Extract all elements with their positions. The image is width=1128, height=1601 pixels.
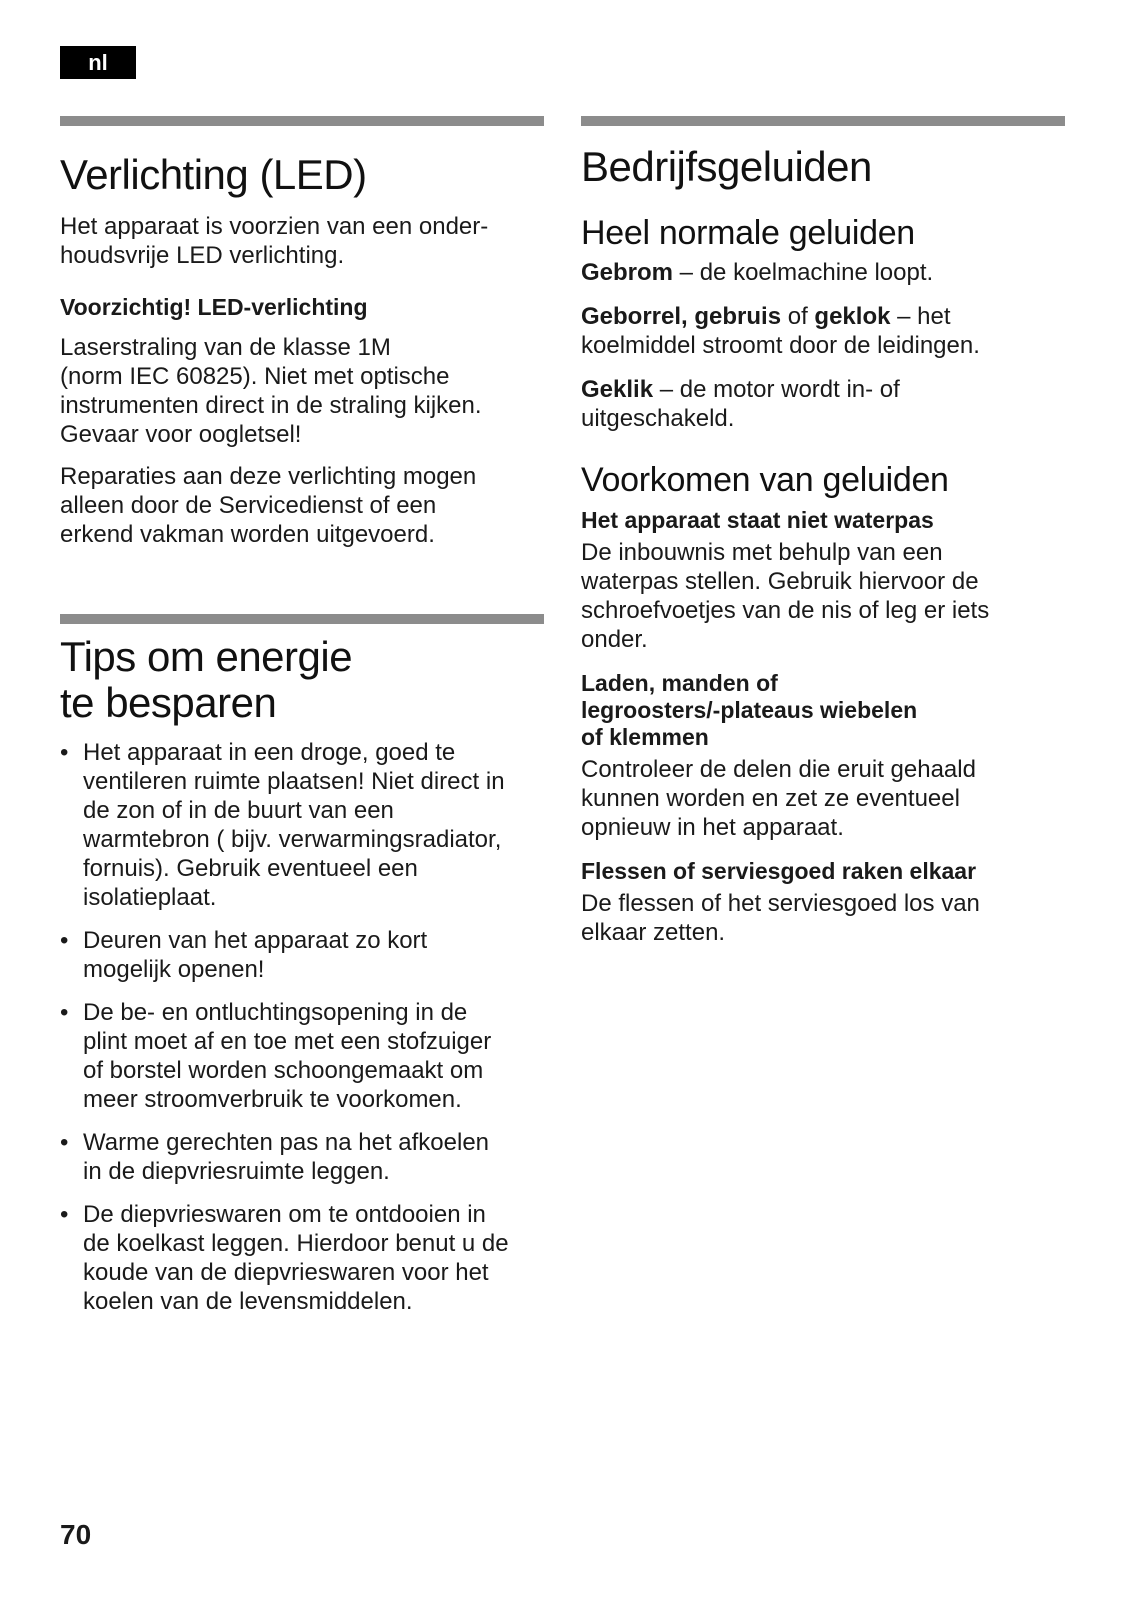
- level-text: [581, 538, 1065, 654]
- title-line: te besparen: [60, 679, 277, 726]
- text-fragment: – de motor wordt in- of: [653, 376, 900, 403]
- prevent-noises-heading: Voorkomen van geluiden: [581, 461, 949, 499]
- text-line: De inbouwnis met behulp van een: [581, 539, 943, 566]
- text-line: de koelkast leggen. Hierdoor benut u de: [83, 1230, 509, 1257]
- text-line: erkend vakman worden uitgevoerd.: [60, 521, 435, 548]
- energy-tips-list: [60, 738, 544, 1316]
- text-line: De diepvrieswaren om te ontdooien in: [83, 1201, 486, 1228]
- term: Gebrom: [581, 259, 674, 286]
- text-line: kunnen worden en zet ze eventueel: [581, 785, 960, 812]
- text-line: elkaar zetten.: [581, 919, 726, 946]
- text-fragment: – het: [890, 303, 951, 330]
- bottles-text: [581, 889, 1065, 947]
- text-line: Het apparaat in een droge, goed te: [83, 739, 456, 766]
- bottles-heading: Flessen of serviesgoed raken elkaar: [581, 858, 977, 884]
- caution-heading: Voorzichtig! LED-verlichting: [60, 294, 368, 320]
- text-line: Reparaties aan deze verlichting mogen: [60, 463, 477, 490]
- title-line: Tips om energie: [60, 633, 353, 680]
- shelves-heading: [581, 670, 1065, 751]
- text-line: Laden, manden of: [581, 670, 778, 696]
- text-line: isolatieplaat.: [83, 884, 217, 911]
- section-energy: [60, 614, 544, 1330]
- text-line: Gevaar voor oogletsel!: [60, 421, 302, 448]
- repair-text: [60, 462, 544, 549]
- section-divider: [60, 116, 544, 126]
- text-line: koelmiddel stroomt door de leidingen.: [581, 332, 980, 359]
- language-badge: nl: [60, 46, 136, 79]
- section-divider: [581, 116, 1065, 126]
- text-line: – de koelmachine loopt.: [673, 259, 934, 286]
- text-line: Controleer de delen die eruit gehaald: [581, 756, 976, 783]
- list-item: [60, 926, 544, 984]
- led-title: Verlichting (LED): [60, 151, 367, 198]
- noise-hum: [581, 258, 1065, 287]
- text-line: of klemmen: [581, 724, 709, 750]
- text-line: koelen van de levensmiddelen.: [83, 1288, 413, 1315]
- text-line: alleen door de Servicedienst of een: [60, 492, 437, 519]
- text-line: legroosters/-plateaus wiebelen: [581, 697, 918, 723]
- text-fragment: of: [781, 303, 815, 330]
- text-line: opnieuw in het apparaat.: [581, 814, 844, 841]
- section-divider: [60, 614, 544, 624]
- text-line: houdsvrije LED verlichting.: [60, 242, 345, 269]
- text-line: (norm IEC 60825). Niet met optische: [60, 363, 450, 390]
- noise-title: Bedrijfsgeluiden: [581, 143, 872, 190]
- shelves-text: [581, 755, 1065, 842]
- text-line: meer stroomverbruik te voorkomen.: [83, 1086, 462, 1113]
- led-intro: [60, 212, 544, 270]
- noise-click: [581, 375, 1065, 433]
- text-line: Het apparaat is voorzien van een onder-: [60, 213, 489, 240]
- text-line: mogelijk openen!: [83, 956, 265, 983]
- text-line: onder.: [581, 626, 648, 653]
- text-line: plint moet af en toe met een stofzuiger: [83, 1028, 492, 1055]
- noise-gurgle: [581, 302, 1065, 360]
- section-noise: [581, 116, 1065, 947]
- text-line: De flessen of het serviesgoed los van: [581, 890, 980, 917]
- text-line: uitgeschakeld.: [581, 405, 735, 432]
- term: Geklik: [581, 376, 654, 403]
- text-line: schroefvoetjes van de nis of leg er iets: [581, 597, 990, 624]
- term: Geborrel, gebruis: [581, 303, 782, 330]
- text-line: instrumenten direct in de straling kijken.: [60, 392, 482, 419]
- text-line: in de diepvriesruimte leggen.: [83, 1158, 390, 1185]
- text-line: koude van de diepvrieswaren voor het: [83, 1259, 489, 1286]
- text-line: fornuis). Gebruik eventueel een: [83, 855, 418, 882]
- text-line: Deuren van het apparaat zo kort: [83, 927, 428, 954]
- caution-text: [60, 333, 544, 449]
- level-heading: Het apparaat staat niet waterpas: [581, 507, 934, 533]
- text-line: de zon of in de buurt van een: [83, 797, 394, 824]
- term: geklok: [814, 303, 891, 330]
- text-line: of borstel worden schoongemaakt om: [83, 1057, 484, 1084]
- section-led: [60, 116, 544, 549]
- text-line: Laserstraling van de klasse 1M: [60, 334, 391, 361]
- text-line: Warme gerechten pas na het afkoelen: [83, 1129, 490, 1156]
- list-item: [60, 1128, 544, 1186]
- list-item: [60, 1200, 544, 1316]
- energy-title: [60, 634, 544, 726]
- text-line: waterpas stellen. Gebruik hiervoor de: [581, 568, 979, 595]
- list-item: [60, 738, 544, 912]
- list-item: [60, 998, 544, 1114]
- page-number: 70: [60, 1519, 92, 1550]
- text-line: De be- en ontluchtingsopening in de: [83, 999, 468, 1026]
- text-line: warmtebron ( bijv. verwarmingsradiator,: [83, 826, 502, 853]
- text-line: ventileren ruimte plaatsen! Niet direct in: [83, 768, 505, 795]
- normal-noises-heading: Heel normale geluiden: [581, 214, 915, 252]
